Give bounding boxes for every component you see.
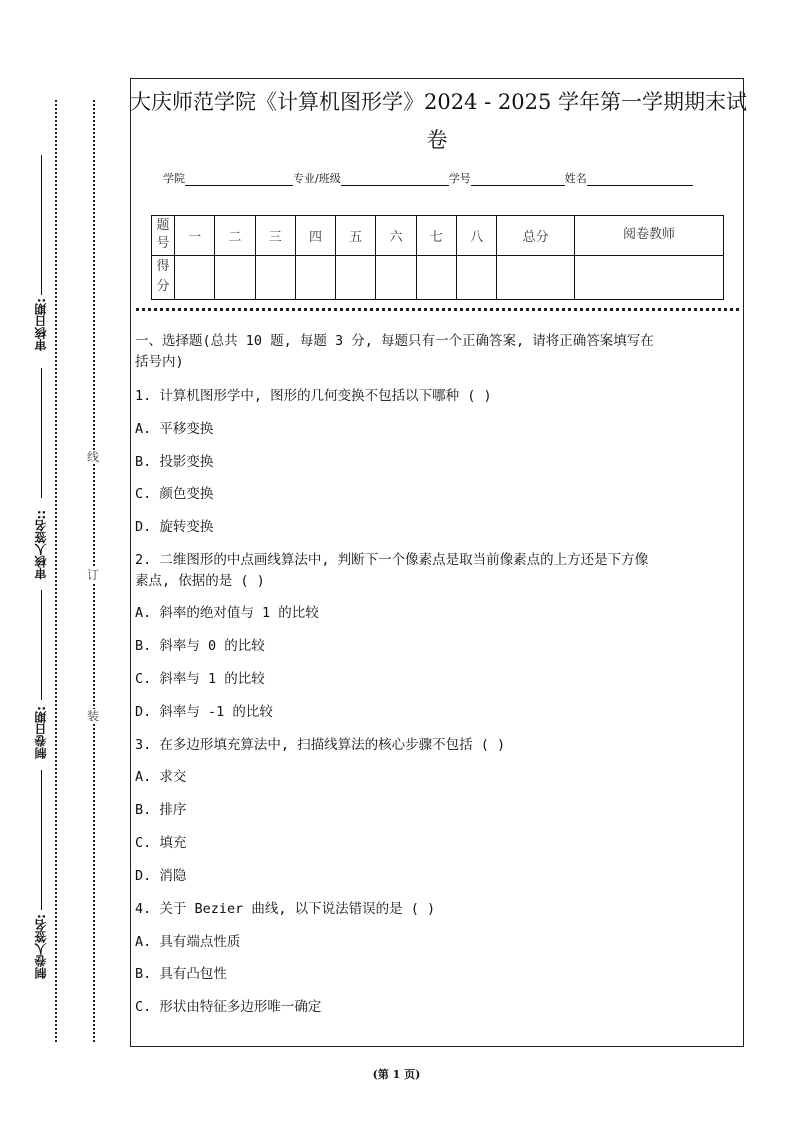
column-header: 七 xyxy=(416,216,456,256)
answer-option: C. 形状由特征多边形唯一确定 xyxy=(135,999,322,1015)
paper-date-label: 制卷日期: xyxy=(34,706,48,759)
answer-option: B. 具有凸包性 xyxy=(135,966,227,982)
column-header: 五 xyxy=(336,216,376,256)
student-id-field[interactable] xyxy=(471,172,565,186)
major-class-field[interactable] xyxy=(341,172,449,186)
binding-char-zhuang: 装 xyxy=(86,709,99,723)
name-field[interactable] xyxy=(587,172,693,186)
answer-option: C. 颜色变换 xyxy=(135,486,214,502)
question-text: 素点, 依据的是 ( ) xyxy=(135,573,265,589)
column-header: 八 xyxy=(456,216,496,256)
answer-option: A. 具有端点性质 xyxy=(135,934,241,950)
answer-option: A. 求交 xyxy=(135,769,187,785)
answer-option: B. 斜率与 0 的比较 xyxy=(135,638,265,654)
review-date-line xyxy=(41,155,42,295)
question-text: 一、选择题(总共 10 题, 每题 3 分, 每题只有一个正确答案, 请将正确答案填写在 xyxy=(135,333,654,349)
student-info-row xyxy=(163,172,693,186)
answer-option: A. 斜率的绝对值与 1 的比较 xyxy=(135,605,319,621)
binding-char-ding: 订 xyxy=(86,568,99,582)
score-table xyxy=(151,215,724,300)
answer-option: D. 消隐 xyxy=(135,868,187,884)
answer-option: C. 填充 xyxy=(135,835,187,851)
answer-option: B. 排序 xyxy=(135,802,187,818)
answer-option: A. 平移变换 xyxy=(135,421,214,437)
row-header-score: 得分 xyxy=(152,255,175,299)
score-cell[interactable] xyxy=(255,255,295,299)
exam-title: 大庆师范学院《计算机图形学》2024 - 2025 学年第一学期期末试 xyxy=(130,90,748,114)
score-cell[interactable] xyxy=(416,255,456,299)
binding-char-xian: 线 xyxy=(86,450,99,464)
question-text: 括号内) xyxy=(135,354,184,370)
answer-option: C. 斜率与 1 的比较 xyxy=(135,671,265,687)
question-text: 1. 计算机图形学中, 图形的几何变换不包括以下哪种 ( ) xyxy=(135,388,492,404)
answer-option: D. 旋转变换 xyxy=(135,519,214,535)
column-header: 四 xyxy=(295,216,335,256)
column-header: 三 xyxy=(255,216,295,256)
score-cell[interactable] xyxy=(497,255,575,299)
score-cell[interactable] xyxy=(376,255,416,299)
score-cell[interactable] xyxy=(215,255,255,299)
college-field[interactable] xyxy=(185,172,293,186)
paper-date-line xyxy=(41,590,42,700)
question-text: 3. 在多边形填充算法中, 扫描线算法的核心步骤不包括 ( ) xyxy=(135,737,506,753)
score-cell[interactable] xyxy=(295,255,335,299)
question-text: 2. 二维图形的中点画线算法中, 判断下一个像素点是取当前像素点的上方还是下方像 xyxy=(135,552,649,568)
reviewer-signature-label: 审核人签名:: xyxy=(34,510,48,580)
column-header: 阅卷教师 xyxy=(575,216,724,256)
exam-title-continued: 卷 xyxy=(426,128,448,152)
binding-dotted-line-outer xyxy=(55,100,57,1042)
name-label: 姓名 xyxy=(564,172,587,185)
column-header: 一 xyxy=(175,216,215,256)
dotted-separator xyxy=(136,308,739,311)
column-header: 总分 xyxy=(497,216,575,256)
score-cell[interactable] xyxy=(456,255,496,299)
score-cell[interactable] xyxy=(575,255,724,299)
major-class-label: 专业/班级 xyxy=(293,172,341,185)
table-row xyxy=(152,216,724,256)
review-date-label: 审核日期: xyxy=(34,298,48,351)
answer-option: B. 投影变换 xyxy=(135,454,214,470)
college-label: 学院 xyxy=(163,172,185,185)
question-text: 4. 关于 Bezier 曲线, 以下说法错误的是 ( ) xyxy=(135,901,436,917)
score-cell[interactable] xyxy=(175,255,215,299)
answer-option: D. 斜率与 -1 的比较 xyxy=(135,704,273,720)
table-row xyxy=(152,255,724,299)
page-number: (第 1 页) xyxy=(372,1068,421,1081)
paper-maker-line xyxy=(41,770,42,910)
score-cell[interactable] xyxy=(336,255,376,299)
row-header-question-number: 题号 xyxy=(152,216,175,256)
column-header: 六 xyxy=(376,216,416,256)
column-header: 二 xyxy=(215,216,255,256)
reviewer-signature-line xyxy=(41,368,42,498)
paper-maker-signature-label: 制卷人签名: xyxy=(34,914,48,979)
student-id-label: 学号 xyxy=(448,172,471,185)
